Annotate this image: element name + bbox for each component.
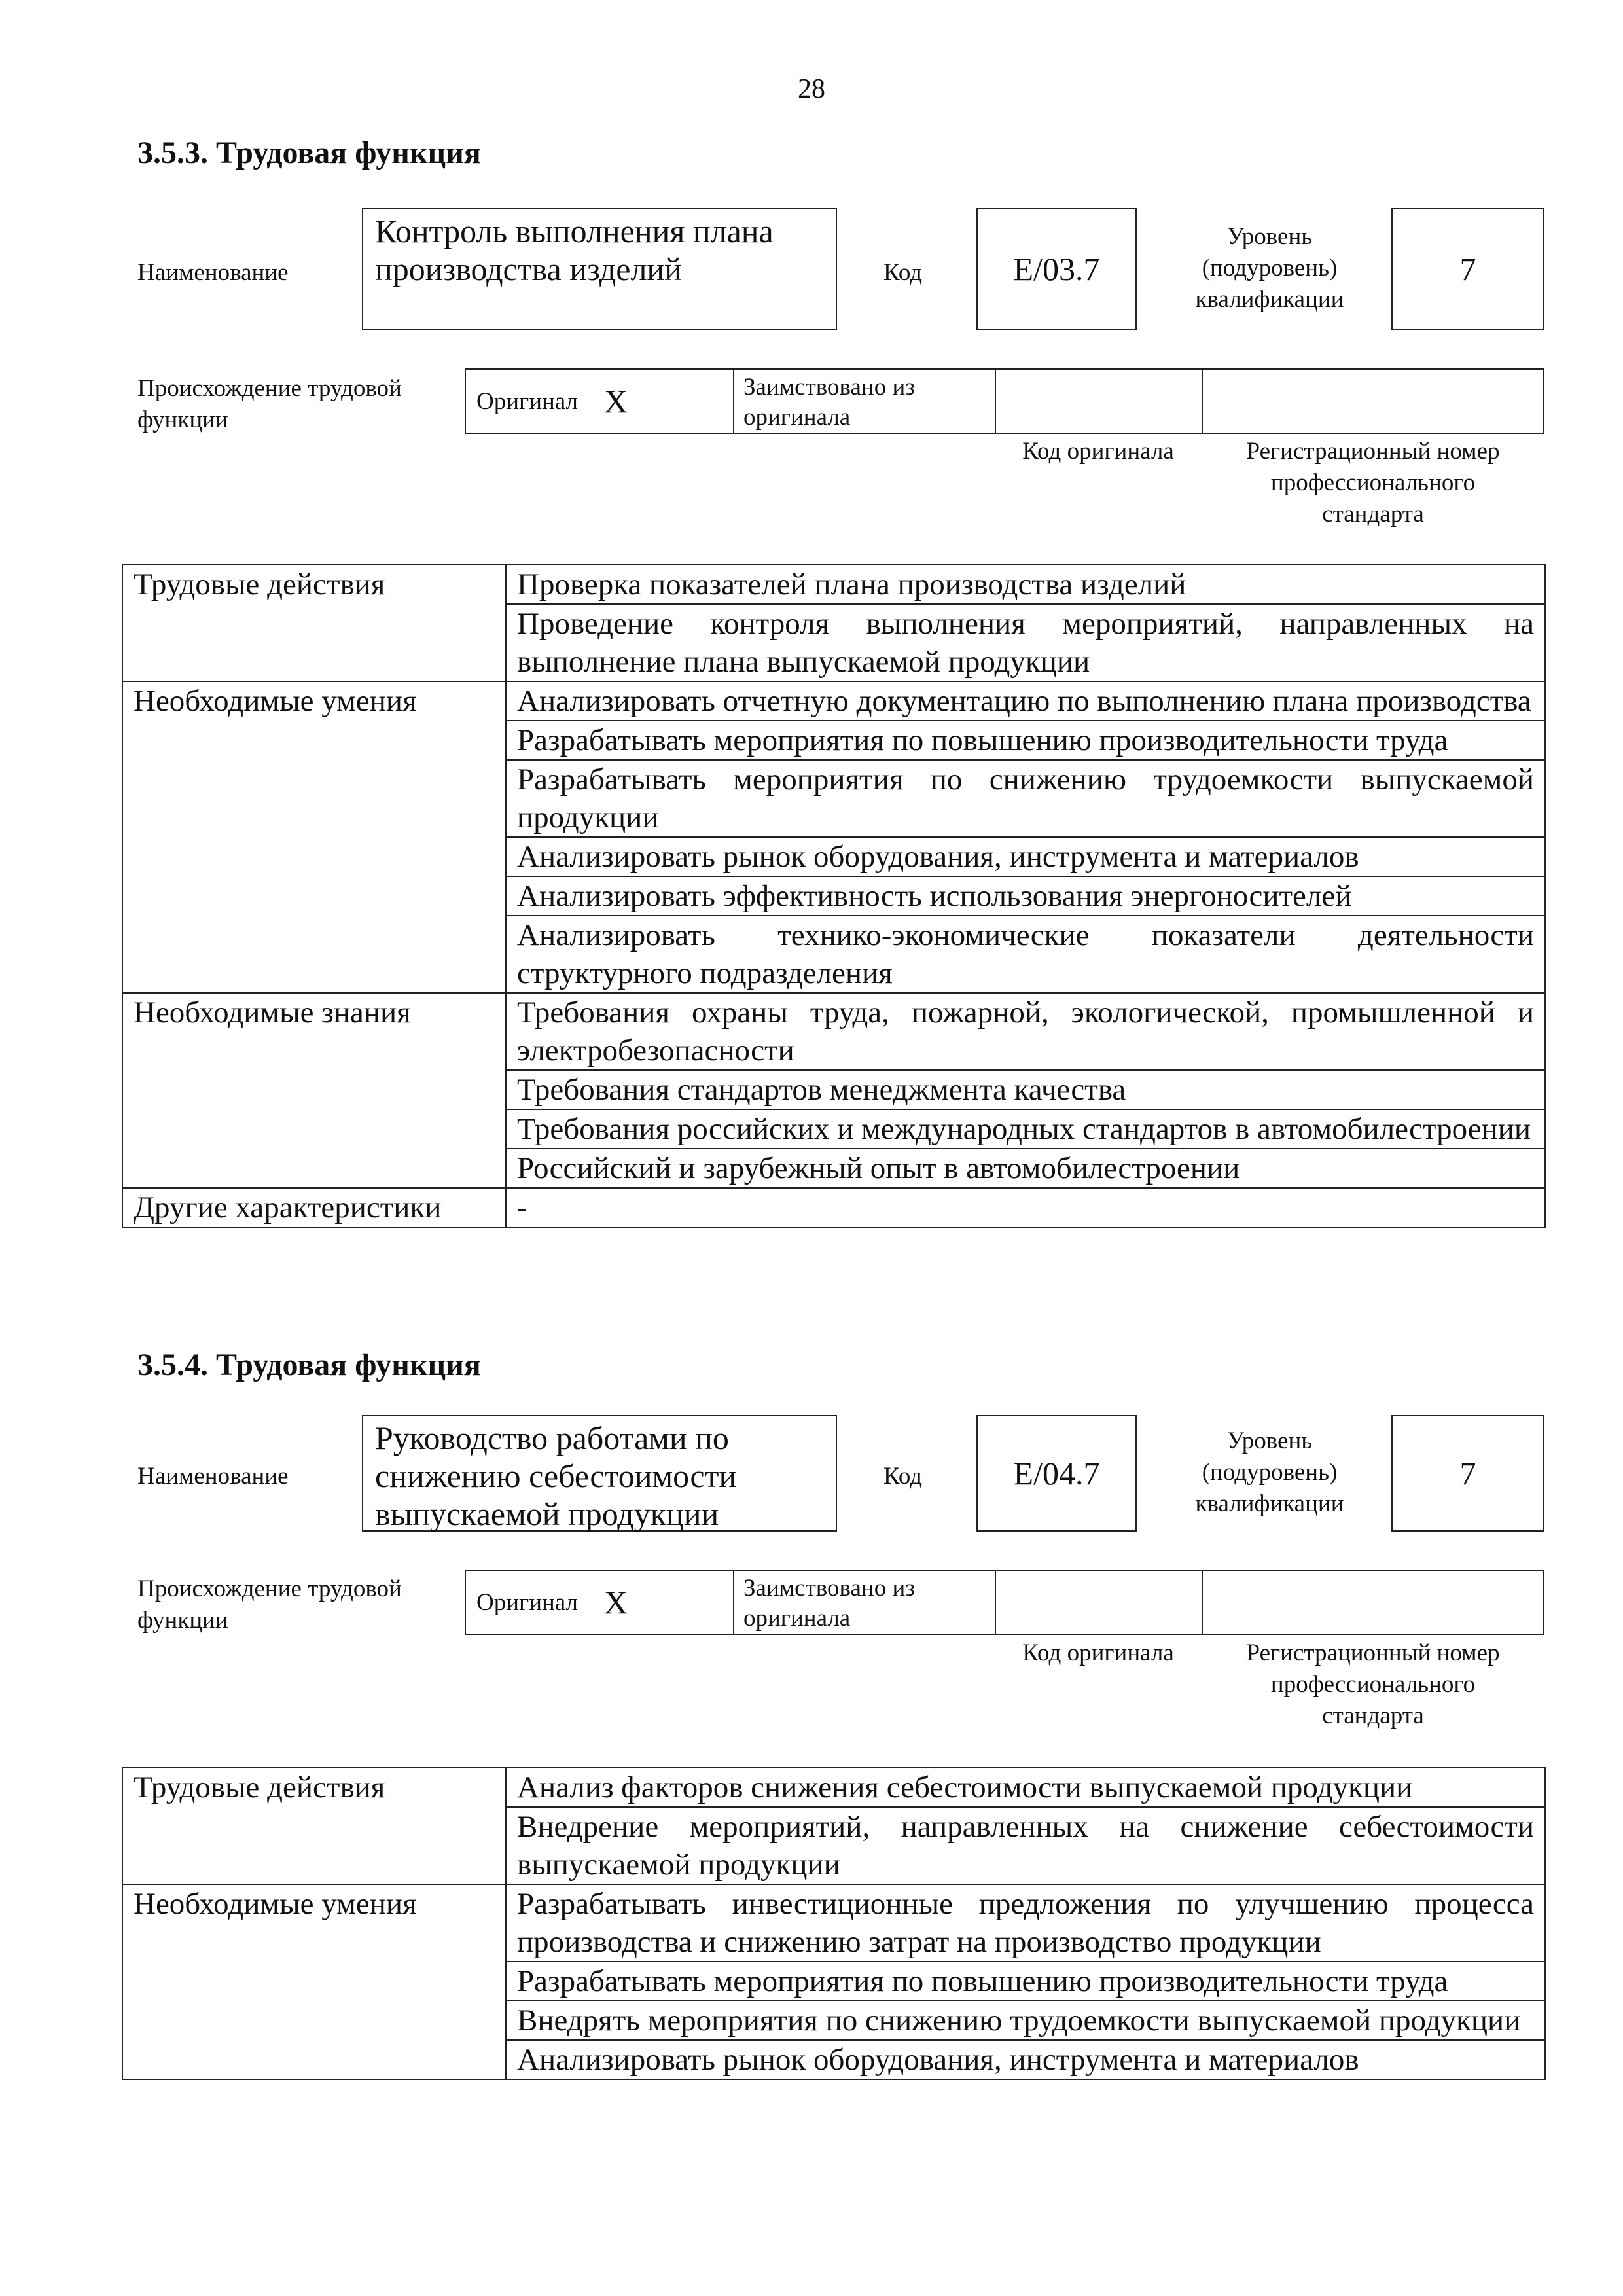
borrowed-label-line: оригинала xyxy=(743,404,851,431)
table-row xyxy=(122,681,1545,721)
function-name-line: Руководство работами по xyxy=(375,1420,729,1456)
item-cell: Анализировать рынок оборудования, инструмента и материалов xyxy=(506,837,1545,876)
original-cell xyxy=(466,370,734,433)
qualification-level-box xyxy=(1391,1415,1544,1532)
borrowed-label-line: Заимствовано из xyxy=(743,374,915,401)
table-row xyxy=(122,1768,1545,1807)
origin-row xyxy=(465,368,1544,434)
category-cell: Необходимые умения xyxy=(122,1884,506,2079)
function-name-box xyxy=(362,1415,837,1532)
function-name-line: производства изделий xyxy=(375,251,682,287)
item-cell: Требования охраны труда, пожарной, экологической, промышленной и электробезопасности xyxy=(506,993,1545,1070)
item-cell: Разрабатывать мероприятия по повышению производительности труда xyxy=(506,1962,1545,2001)
borrowed-cell xyxy=(734,370,996,433)
function-name-box xyxy=(362,208,837,330)
item-cell: Разрабатывать мероприятия по повышению производительности труда xyxy=(506,721,1545,760)
original-cell xyxy=(466,1571,734,1634)
reg-label-line: профессионального xyxy=(1270,469,1476,496)
origin-label-line: функции xyxy=(137,406,228,433)
category-cell: Другие характеристики xyxy=(122,1188,506,1227)
table-row xyxy=(122,993,1545,1070)
category-cell: Трудовые действия xyxy=(122,565,506,681)
table-row xyxy=(122,1188,1545,1227)
page-number: 28 xyxy=(798,74,825,104)
item-cell: Требования российских и международных стандартов в автомобилестроении xyxy=(506,1109,1545,1149)
function-code-box xyxy=(976,1415,1137,1532)
qualification-level: 7 xyxy=(1459,251,1476,287)
item-cell: Российский и зарубежный опыт в автомобилестроении xyxy=(506,1149,1545,1188)
item-cell: Проведение контроля выполнения мероприятий, направленных на выполнение плана выпускаемой продукции xyxy=(506,604,1545,681)
origin-code-cell xyxy=(996,370,1203,433)
origin-code-label: Код оригинала xyxy=(1022,438,1174,465)
level-label-line: (подуровень) xyxy=(1202,255,1338,281)
function-code: E/04.7 xyxy=(1013,1455,1100,1492)
borrowed-label-line: оригинала xyxy=(743,1605,851,1632)
borrowed-label-line: Заимствовано из xyxy=(743,1575,915,1602)
level-label-line: квалификации xyxy=(1195,1490,1344,1517)
function-code: E/03.7 xyxy=(1013,251,1100,287)
borrowed-cell xyxy=(734,1571,996,1634)
function-details-table xyxy=(122,564,1546,1228)
qualification-level-label xyxy=(1152,1426,1387,1520)
section-heading: 3.5.4. Трудовая функция xyxy=(137,1348,481,1382)
item-cell: Разрабатывать инвестиционные предложения по улучшению процесса производства и снижению затрат на производство продукции xyxy=(506,1884,1545,1962)
name-label: Наименование xyxy=(137,1463,289,1490)
category-cell: Необходимые умения xyxy=(122,681,506,993)
item-cell: Анализировать эффективность использования энергоносителей xyxy=(506,876,1545,916)
registration-number-cell xyxy=(1203,1571,1543,1634)
origin-label-line: Происхождение трудовой xyxy=(137,375,402,402)
original-mark: X xyxy=(604,1584,628,1621)
origin-row xyxy=(465,1570,1544,1635)
section-heading: 3.5.3. Трудовая функция xyxy=(137,135,481,170)
qualification-level: 7 xyxy=(1459,1455,1476,1492)
origin-code-cell xyxy=(996,1571,1203,1634)
item-cell: Анализировать рынок оборудования, инструмента и материалов xyxy=(506,2040,1545,2079)
item-cell: Проверка показателей плана производства изделий xyxy=(506,565,1545,604)
original-label: Оригинал xyxy=(476,387,579,415)
table-row xyxy=(122,1884,1545,1962)
item-cell: Анализировать технико-экономические показатели деятельности структурного подразделения xyxy=(506,916,1545,993)
level-label-line: Уровень xyxy=(1226,1427,1313,1454)
level-label-line: Уровень xyxy=(1226,223,1313,250)
origin-label-line: функции xyxy=(137,1607,228,1634)
original-label: Оригинал xyxy=(476,1588,579,1616)
reg-label-line: стандарта xyxy=(1322,501,1424,528)
item-cell: - xyxy=(506,1188,1545,1227)
reg-label-line: Регистрационный номер xyxy=(1246,438,1500,465)
reg-label-line: стандарта xyxy=(1322,1702,1424,1729)
function-code-box xyxy=(976,208,1137,330)
function-details-table xyxy=(122,1767,1546,2080)
original-mark: X xyxy=(604,383,628,420)
origin-label-line: Происхождение трудовой xyxy=(137,1575,402,1602)
function-name-line: снижению себестоимости xyxy=(375,1458,737,1494)
qualification-level-box xyxy=(1391,208,1544,330)
reg-label-line: профессионального xyxy=(1270,1671,1476,1698)
item-cell: Анализ факторов снижения себестоимости выпускаемой продукции xyxy=(506,1768,1545,1807)
item-cell: Внедрение мероприятий, направленных на снижение себестоимости выпускаемой продукции xyxy=(506,1807,1545,1884)
function-name-line: Контроль выполнения плана xyxy=(375,213,774,249)
item-cell: Внедрять мероприятия по снижению трудоемкости выпускаемой продукции xyxy=(506,2001,1545,2040)
item-cell: Разрабатывать мероприятия по снижению трудоемкости выпускаемой продукции xyxy=(506,760,1545,837)
origin-label xyxy=(137,1573,402,1636)
category-cell: Необходимые знания xyxy=(122,993,506,1188)
origin-code-label: Код оригинала xyxy=(1022,1640,1174,1666)
origin-label xyxy=(137,373,402,436)
item-cell: Требования стандартов менеджмента качества xyxy=(506,1070,1545,1109)
level-label-line: квалификации xyxy=(1195,286,1344,313)
table-row xyxy=(122,565,1545,604)
registration-number-label xyxy=(1202,1638,1544,1732)
registration-number-label xyxy=(1202,436,1544,530)
name-label: Наименование xyxy=(137,259,289,286)
code-label: Код xyxy=(883,1463,923,1490)
function-name-line: выпускаемой продукции xyxy=(375,1496,719,1532)
qualification-level-label xyxy=(1152,221,1387,315)
item-cell: Анализировать отчетную документацию по выполнению плана производства xyxy=(506,681,1545,721)
registration-number-cell xyxy=(1203,370,1543,433)
level-label-line: (подуровень) xyxy=(1202,1459,1338,1486)
code-label: Код xyxy=(883,259,923,286)
reg-label-line: Регистрационный номер xyxy=(1246,1640,1500,1666)
category-cell: Трудовые действия xyxy=(122,1768,506,1884)
